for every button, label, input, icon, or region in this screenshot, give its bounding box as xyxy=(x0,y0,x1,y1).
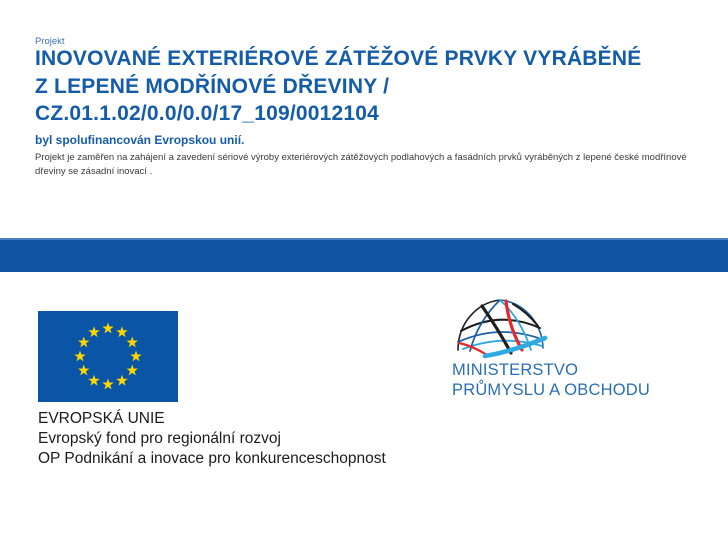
cofinance-note: byl spolufinancován Evropskou unií. xyxy=(35,133,245,147)
ministry-caption-line-2: PRŮMYSLU A OBCHODU xyxy=(452,381,650,399)
title-line-1: INOVOVANÉ EXTERIÉROVÉ ZÁTĚŽOVÉ PRVKY VYRÁBĚNÉ xyxy=(35,47,642,70)
eu-logo-caption xyxy=(38,409,386,469)
eu-caption-union: EVROPSKÁ UNIE xyxy=(38,410,165,427)
eu-flag-icon xyxy=(38,311,178,402)
eu-caption-fund: Evropský fond pro regionální rozvoj xyxy=(38,430,281,447)
title-line-2: Z LEPENÉ MODŘÍNOVÉ DŘEVINY / xyxy=(35,74,390,98)
ministry-caption-line-1: MINISTERSTVO xyxy=(452,361,579,379)
ministry-logo-caption xyxy=(452,360,650,400)
project-eyebrow: Projekt xyxy=(35,36,65,47)
divider-bar xyxy=(0,238,728,272)
title-line-3: CZ.01.1.02/0.0/0.0/17_109/0012104 xyxy=(35,102,380,125)
project-description: Projekt je zaměřen na zahájení a zavedení sériové výroby exteriérových zátěžových podlahových a fasádních prvků vyráběných z lepené české modřínové dřeviny se zásadní inovací . xyxy=(35,152,687,177)
eu-caption-program: OP Podnikání a inovace pro konkurenceschopnost xyxy=(38,450,386,467)
globe-network-icon xyxy=(454,297,549,359)
project-title xyxy=(35,45,641,128)
